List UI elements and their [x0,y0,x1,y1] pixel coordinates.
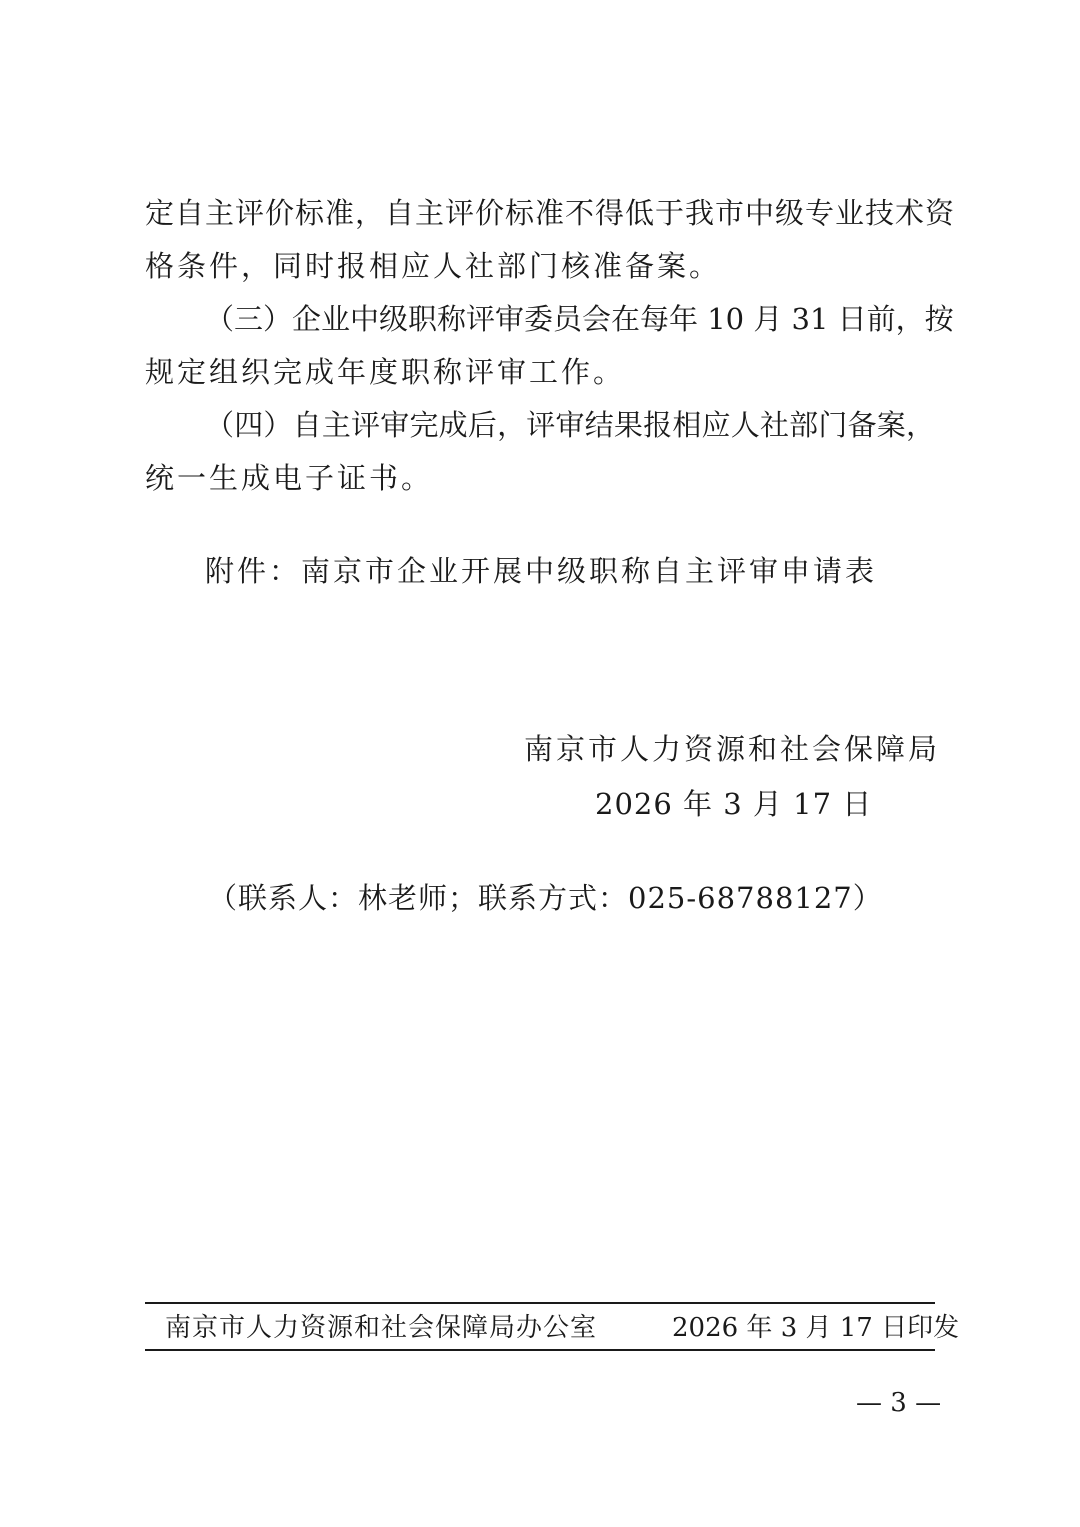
page-number: — 3 — [856,1388,942,1418]
body-line-3: （三）企业中级职称评审委员会在每年 10 月 31 日前，按 [205,302,954,336]
body-line-4: 规定组织完成年度职称评审工作。 [145,355,626,389]
signature-date: 2026 年 3 月 17 日 [595,787,873,821]
attachment-line: 附件：南京市企业开展中级职称自主评审申请表 [205,554,878,588]
footer-top-rule [145,1302,935,1304]
body-line-6: 统一生成电子证书。 [145,461,434,495]
body-line-2: 格条件，同时报相应人社部门核准备案。 [145,249,722,283]
footer-office: 南京市人力资源和社会保障局办公室 [165,1313,598,1343]
footer-issue-date: 2026 年 3 月 17 日印发 [672,1313,960,1343]
issuer-signature: 南京市人力资源和社会保障局 [524,732,941,766]
body-line-1: 定自主评价标准，自主评价标准不得低于我市中级专业技术资 [145,196,956,230]
body-line-5: （四）自主评审完成后，评审结果报相应人社部门备案， [205,408,935,442]
footer-bottom-rule [145,1349,935,1351]
contact-line: （联系人：林老师；联系方式：025-68788127） [208,881,883,915]
